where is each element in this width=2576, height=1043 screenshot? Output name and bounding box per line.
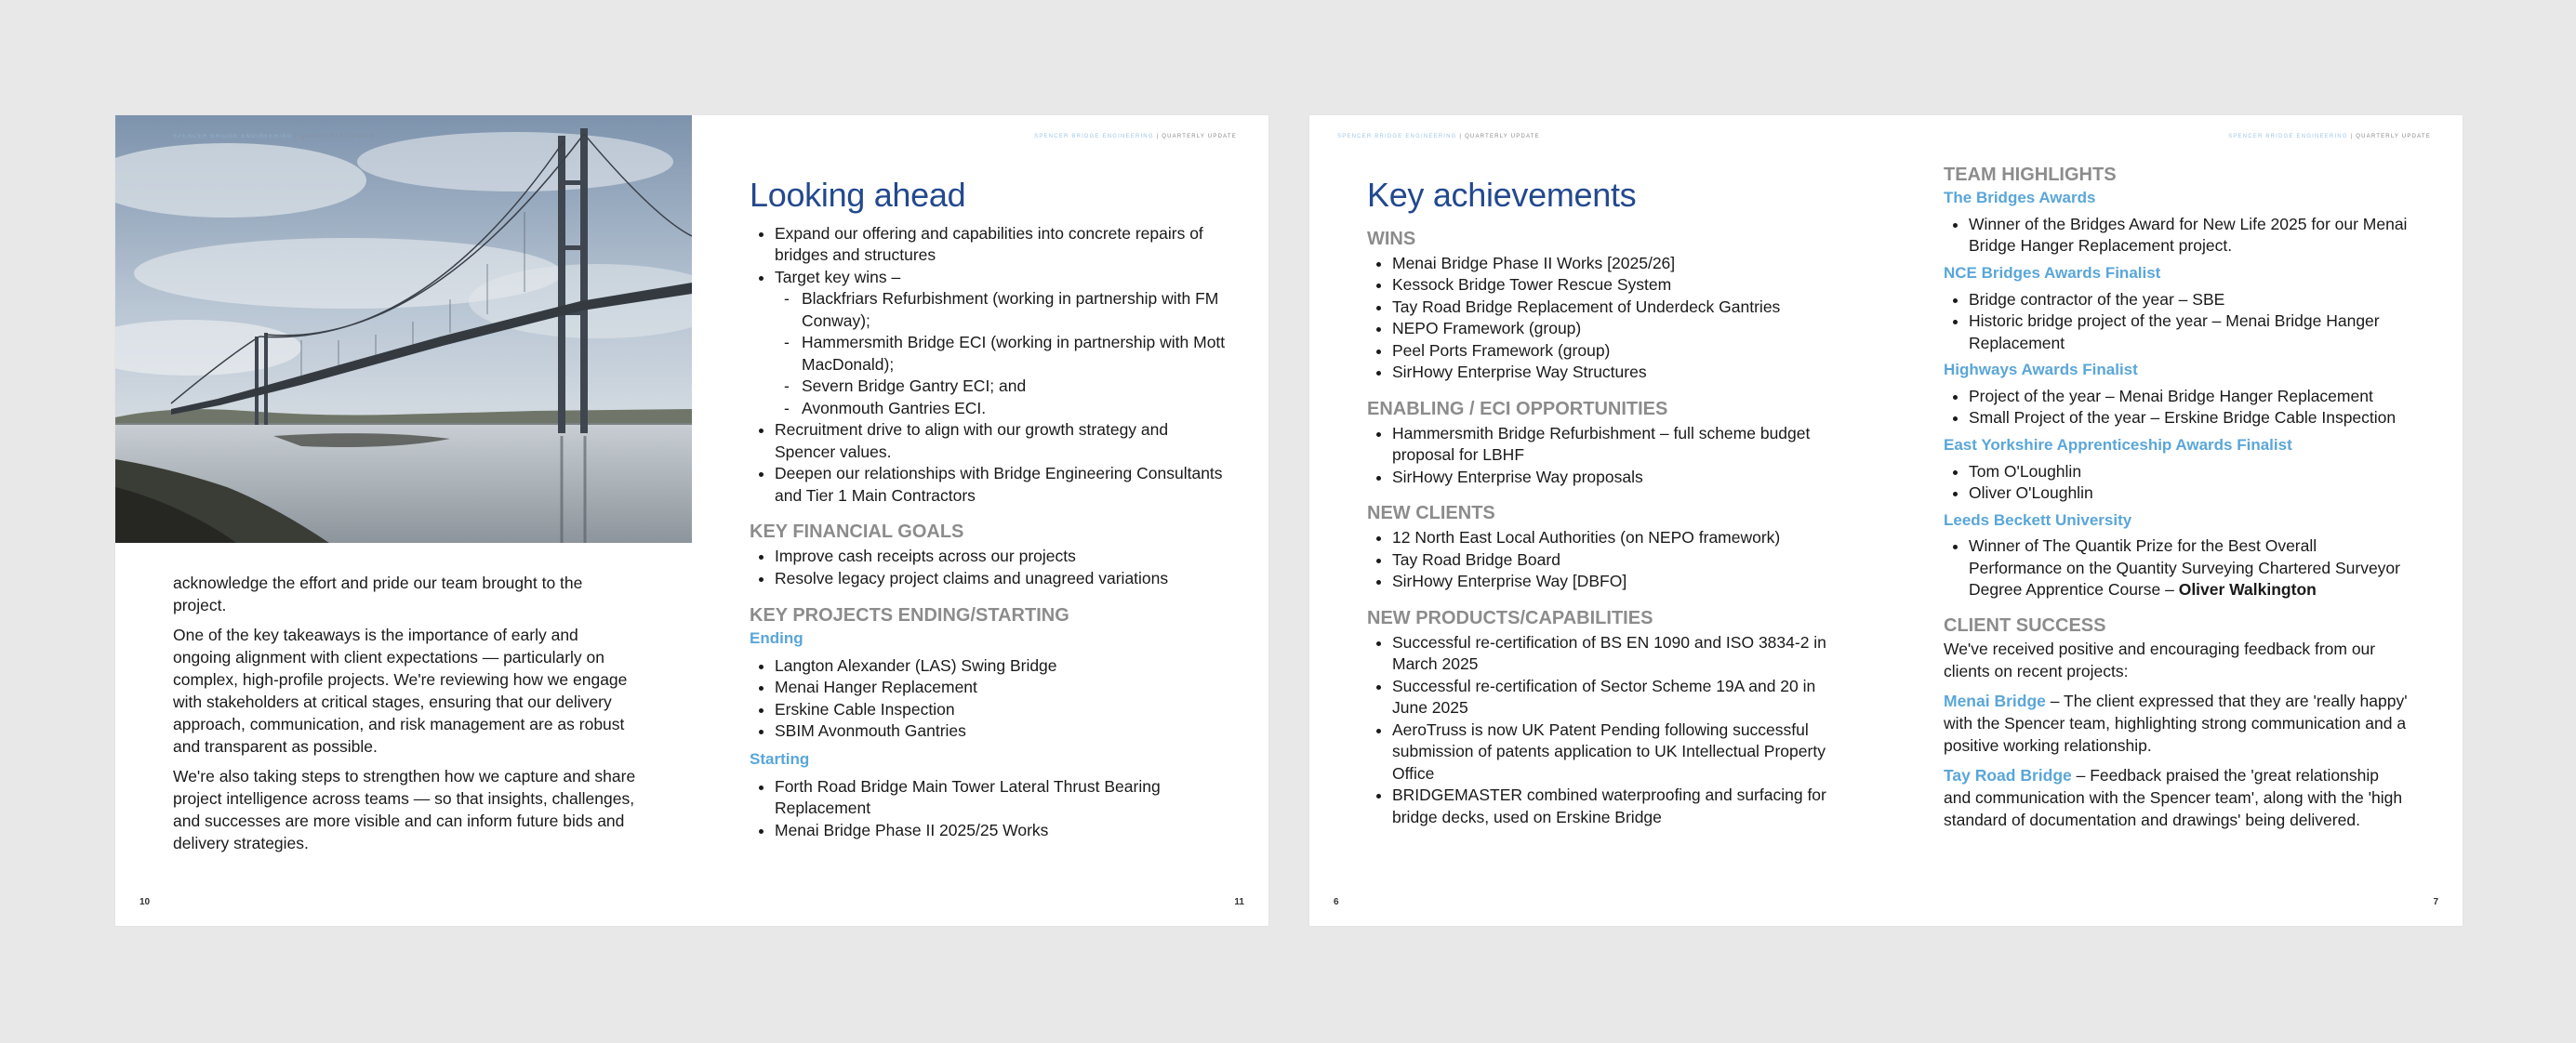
list-item: • AeroTruss is now UK Patent Pending following successful submission of patents application to UK Intellectual Property Office [1392, 720, 1848, 786]
subheading-highways-awards: Highways Awards Finalist [1944, 361, 2138, 379]
list-item: • Improve cash receipts across our projects [775, 546, 1233, 568]
running-header-right: SPENCER BRIDGE ENGINEERING | QUARTERLY UPDATE [1034, 134, 1237, 139]
client-success-intro: We've received positive and encouraging feedback from our clients on recent projects: [1944, 639, 2376, 680]
page-6 [1309, 115, 1886, 926]
list-item: • Tay Road Bridge Replacement of Underdeck Gantries [1392, 297, 1851, 319]
wins-list [1367, 253, 1851, 384]
list-item: • Target key wins – - Blackfriars Refurbishment (working in partnership with FM Conway); - Hammersmith Bridge ECI (working in partnership with Mott MacDonald); - Severn Bridge Gantry ECI; and - Avonmouth Gantries ECI. [775, 267, 1233, 420]
list-item: • Expand our offering and capabilities into concrete repairs of bridges and structures [775, 223, 1233, 267]
page-11-content [750, 177, 1233, 841]
list-item: • Winner of the Bridges Award for New Life 2025 for our Menai Bridge Hanger Replacement project. [1969, 214, 2409, 257]
list-item: • Kessock Bridge Tower Rescue System [1392, 274, 1851, 297]
sub-list-item: - Avonmouth Gantries ECI. [802, 398, 1233, 420]
page-number: 10 [139, 897, 151, 907]
list-item: • Deepen our relationships with Bridge Engineering Consultants and Tier 1 Main Contractors [775, 463, 1233, 507]
section-heading-enabling: ENABLING / ECI OPPORTUNITIES [1367, 398, 1668, 419]
financial-goals-list [750, 546, 1233, 589]
client-feedback-menai: Menai Bridge – The client expressed that they are 'really happy' with the Spencer team, highlighting strong communication and a positive working relationship. [1944, 691, 2408, 755]
list-item: • Successful re-certification of Sector Scheme 19A and 20 in June 2025 [1392, 676, 1848, 720]
subheading-ending: Ending [750, 629, 803, 648]
new-products-list [1367, 632, 1848, 829]
list-item: • SirHowy Enterprise Way proposals [1392, 467, 1851, 489]
list-item: • Erskine Cable Inspection [775, 699, 1233, 721]
sub-list-item: - Hammersmith Bridge ECI (working in partnership with Mott MacDonald); [802, 332, 1233, 376]
list-item: • 12 North East Local Authorities (on NEPO framework) [1392, 527, 1851, 549]
list-item: • SBIM Avonmouth Gantries [775, 720, 1233, 743]
list-item: • Bridge contractor of the year – SBE [1969, 289, 2409, 311]
ending-projects-list [750, 655, 1233, 743]
page-number: 7 [2433, 897, 2438, 907]
page-10 [115, 115, 692, 926]
winner-name: Oliver Walkington [2178, 580, 2317, 600]
sub-list-item: - Severn Bridge Gantry ECI; and [802, 376, 1233, 398]
bridge-photo [115, 115, 692, 543]
list-item: • SirHowy Enterprise Way [DBFO] [1392, 571, 1851, 593]
subheading-starting: Starting [750, 749, 810, 768]
list-item: • Small Project of the year – Erskine Bridge Cable Inspection [1969, 407, 2409, 429]
list-item: • SirHowy Enterprise Way Structures [1392, 362, 1851, 384]
key-wins-sublist [775, 288, 1233, 419]
list-item: • Tom O'Loughlin [1969, 461, 2409, 483]
enabling-list [1367, 423, 1851, 489]
list-item: • Winner of The Quantik Prize for the Best Overall Performance on the Quantity Surveying Chartered Surveyor Degree Apprentice Course – Oliver Walkington [1969, 535, 2409, 601]
section-heading-client-success: CLIENT SUCCESS [1944, 614, 2106, 636]
list-item: • Peel Ports Framework (group) [1392, 340, 1851, 363]
subheading-nce-awards: NCE Bridges Awards Finalist [1944, 263, 2161, 282]
list-item: • Menai Bridge Phase II Works [2025/26] [1392, 253, 1851, 275]
subheading-leeds-beckett: Leeds Beckett University [1944, 510, 2132, 529]
running-header-left: SPENCER BRIDGE ENGINEERING | QUARTERLY UPDATE [173, 134, 376, 139]
list-item: • Hammersmith Bridge Refurbishment – full scheme budget proposal for LBHF [1392, 423, 1851, 467]
page-title: Looking ahead [750, 176, 966, 214]
page-number: 11 [1234, 897, 1244, 907]
list-item: • NEPO Framework (group) [1392, 318, 1851, 340]
running-header-left: SPENCER BRIDGE ENGINEERING | QUARTERLY UPDATE [1337, 134, 1540, 139]
looking-ahead-list [750, 223, 1233, 508]
client-feedback-tay: Tay Road Bridge – Feedback praised the 'great relationship and communication with the Spencer team', along with the 'high standard of documentation and drawings' being delivered. [1944, 765, 2403, 829]
suspension-bridge-image [115, 115, 692, 543]
section-heading-projects: KEY PROJECTS ENDING/STARTING [750, 605, 1069, 627]
list-item: • BRIDGEMASTER combined waterproofing and surfacing for bridge decks, used on Erskine Bridge [1392, 785, 1848, 828]
page-10-body [173, 572, 638, 862]
list-item: • Forth Road Bridge Main Tower Lateral Thrust Bearing Replacement [775, 776, 1233, 820]
list-item: • Successful re-certification of BS EN 1090 and ISO 3834-2 in March 2025 [1392, 632, 1848, 676]
highways-awards-list [1944, 386, 2409, 429]
list-item: • Project of the year – Menai Bridge Hanger Replacement [1969, 386, 2409, 408]
section-heading-wins: WINS [1367, 228, 1416, 249]
spread-pages-10-11 [115, 115, 1268, 926]
leeds-beckett-list [1944, 535, 2409, 601]
page-11 [692, 115, 1268, 926]
page-7-content [1944, 164, 2409, 838]
list-item: • Oliver O'Loughlin [1969, 482, 2409, 505]
paragraph: One of the key takeaways is the importance of early and ongoing alignment with client expectations — particularly on complex, high-profile projects. We're reviewing how we engage with stakeholders at critical stages, ensuring that our delivery approach, communication, and risk management are as robust and transparent as possible. [173, 626, 628, 756]
subheading-bridges-awards: The Bridges Awards [1944, 189, 2096, 206]
subheading-east-yorkshire: East Yorkshire Apprenticeship Awards Finalist [1944, 435, 2292, 454]
list-item: • Menai Hanger Replacement [775, 677, 1233, 699]
paragraph: acknowledge the effort and pride our team brought to the project. [173, 574, 583, 614]
page-number: 6 [1334, 897, 1339, 907]
new-clients-list [1367, 527, 1851, 593]
starting-projects-list [750, 776, 1233, 842]
paragraph: We're also taking steps to strengthen how we capture and share project intelligence across teams — so that insights, challenges, and successes are more visible and can inform future bids and delivery strategies. [173, 767, 636, 852]
list-item: • Menai Bridge Phase II 2025/25 Works [775, 820, 1233, 842]
page-title: Key achievements [1367, 176, 1637, 214]
running-header-right: SPENCER BRIDGE ENGINEERING | QUARTERLY UPDATE [2228, 134, 2431, 139]
list-item: • Resolve legacy project claims and unagreed variations [775, 568, 1233, 590]
sub-list-item: - Blackfriars Refurbishment (working in partnership with FM Conway); [802, 288, 1233, 332]
page-6-content [1367, 177, 1851, 828]
list-item: • Recruitment drive to align with our growth strategy and Spencer values. [775, 419, 1233, 463]
list-item: • Tay Road Bridge Board [1392, 549, 1851, 572]
page-7 [1886, 115, 2463, 926]
section-heading-products: NEW PRODUCTS/CAPABILITIES [1367, 607, 1653, 628]
section-heading-team: TEAM HIGHLIGHTS [1944, 165, 2117, 185]
list-item: • Langton Alexander (LAS) Swing Bridge [775, 655, 1233, 678]
list-item: • Historic bridge project of the year – Menai Bridge Hanger Replacement [1969, 310, 2409, 354]
section-heading-clients: NEW CLIENTS [1367, 503, 1495, 524]
bridges-awards-list [1944, 214, 2409, 257]
section-heading-financial: KEY FINANCIAL GOALS [750, 522, 964, 543]
nce-awards-list [1944, 289, 2409, 355]
east-yorkshire-list [1944, 461, 2409, 505]
spread-pages-6-7 [1309, 115, 2463, 926]
